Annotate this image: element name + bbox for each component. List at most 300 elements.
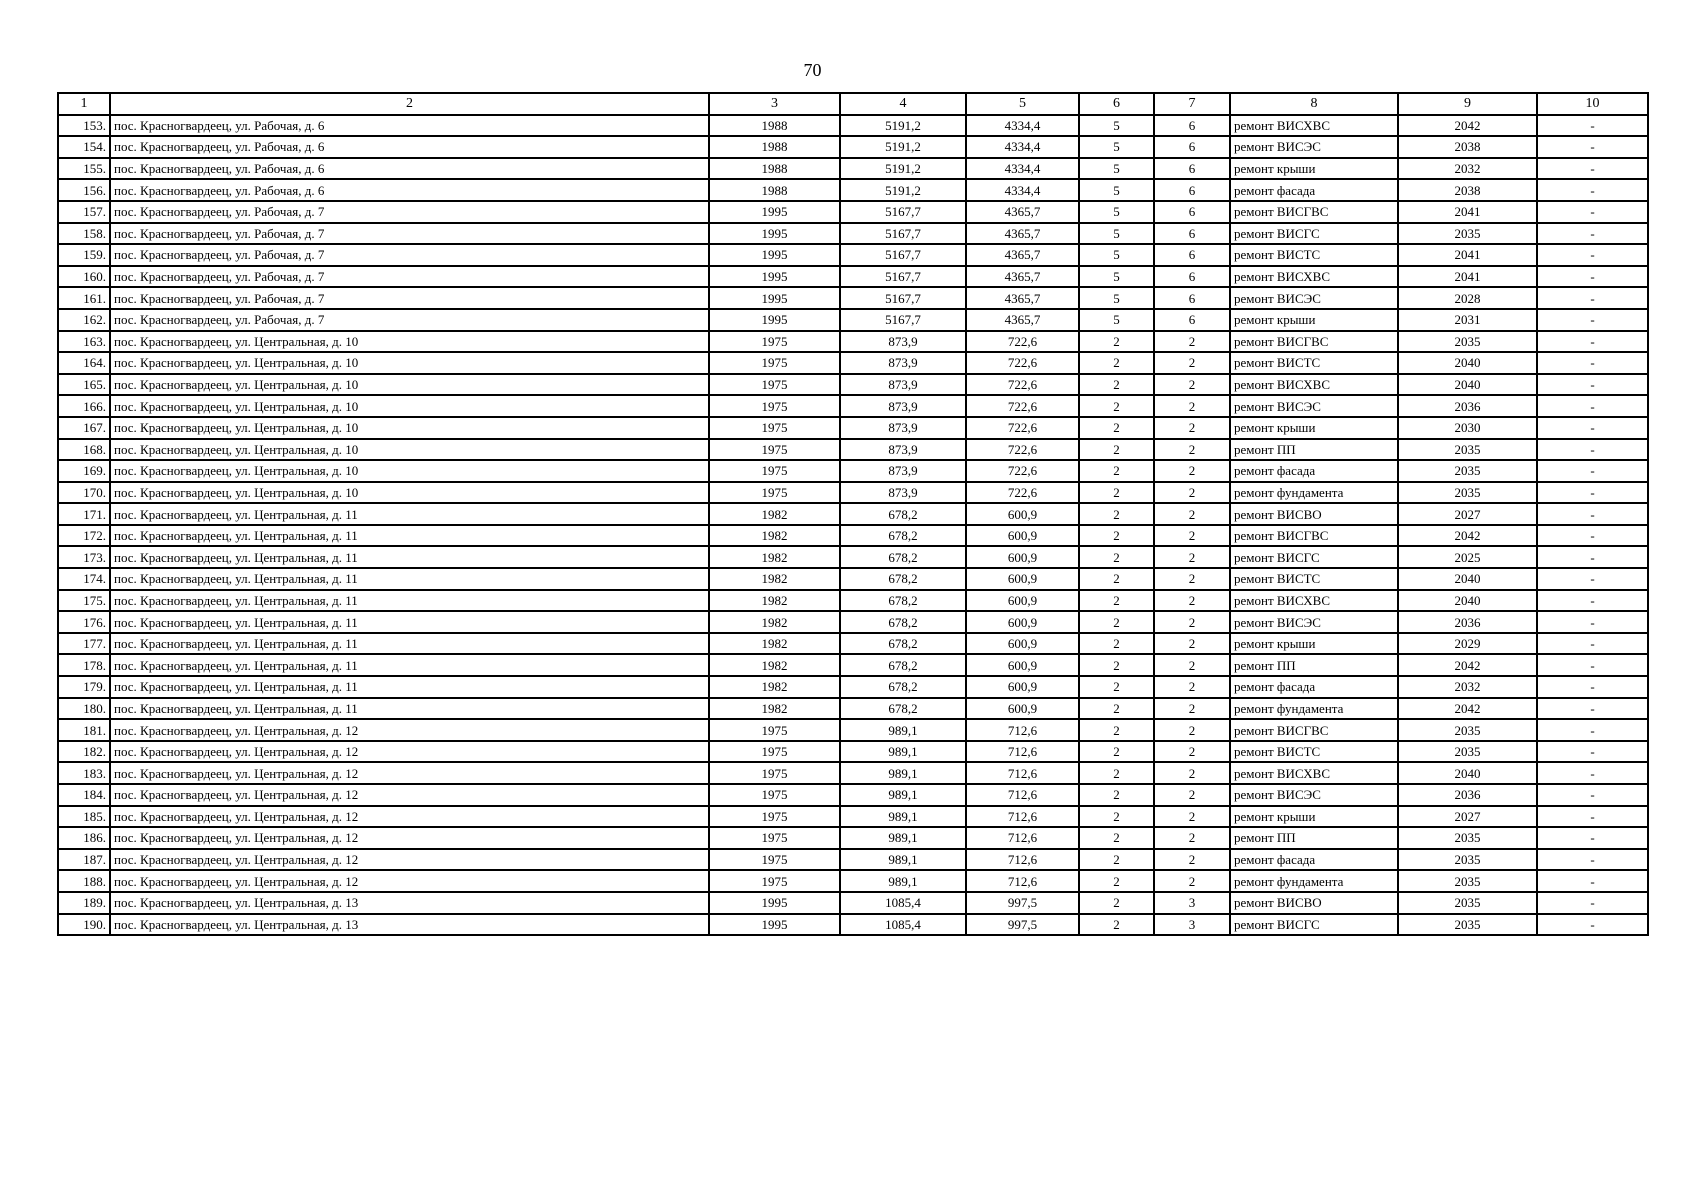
construction-year-cell: 1975 (709, 352, 840, 374)
note-cell: - (1537, 633, 1648, 655)
residential-area-cell: 712,6 (966, 784, 1079, 806)
total-area-cell: 873,9 (840, 417, 966, 439)
entrances-cell: 2 (1154, 806, 1230, 828)
floors-cell: 5 (1079, 309, 1154, 331)
row-number-cell: 155. (58, 158, 110, 180)
planned-year-cell: 2040 (1398, 568, 1537, 590)
residential-area-cell: 4334,4 (966, 136, 1079, 158)
total-area-cell: 678,2 (840, 546, 966, 568)
table-row (58, 395, 1648, 417)
row-number-cell: 175. (58, 590, 110, 612)
total-area-cell: 989,1 (840, 827, 966, 849)
address-cell: пос. Красногвардеец, ул. Рабочая, д. 7 (110, 223, 709, 245)
row-number-cell: 156. (58, 179, 110, 201)
repair-type-cell: ремонт ВИСЭС (1230, 136, 1398, 158)
note-cell: - (1537, 244, 1648, 266)
table-row (58, 482, 1648, 504)
construction-year-cell: 1975 (709, 741, 840, 763)
entrances-cell: 2 (1154, 611, 1230, 633)
floors-cell: 2 (1079, 892, 1154, 914)
floors-cell: 2 (1079, 654, 1154, 676)
table-row (58, 201, 1648, 223)
entrances-cell: 2 (1154, 849, 1230, 871)
repair-type-cell: ремонт ВИСХВС (1230, 590, 1398, 612)
table-row (58, 223, 1648, 245)
total-area-cell: 989,1 (840, 762, 966, 784)
residential-area-cell: 712,6 (966, 806, 1079, 828)
total-area-cell: 5167,7 (840, 309, 966, 331)
column-number-header-row (58, 93, 1648, 115)
construction-year-cell: 1995 (709, 309, 840, 331)
column-header: 1 (58, 93, 110, 115)
table-row (58, 762, 1648, 784)
construction-year-cell: 1975 (709, 395, 840, 417)
residential-area-cell: 4365,7 (966, 223, 1079, 245)
table-row (58, 179, 1648, 201)
note-cell: - (1537, 201, 1648, 223)
total-area-cell: 5167,7 (840, 201, 966, 223)
row-number-cell: 186. (58, 827, 110, 849)
row-number-cell: 180. (58, 698, 110, 720)
residential-area-cell: 712,6 (966, 762, 1079, 784)
residential-area-cell: 4365,7 (966, 266, 1079, 288)
note-cell: - (1537, 136, 1648, 158)
repair-type-cell: ремонт ВИСЭС (1230, 611, 1398, 633)
address-cell: пос. Красногвардеец, ул. Центральная, д. 10 (110, 417, 709, 439)
planned-year-cell: 2035 (1398, 719, 1537, 741)
floors-cell: 2 (1079, 784, 1154, 806)
repair-type-cell: ремонт крыши (1230, 417, 1398, 439)
planned-year-cell: 2035 (1398, 223, 1537, 245)
construction-year-cell: 1975 (709, 784, 840, 806)
total-area-cell: 678,2 (840, 503, 966, 525)
repair-type-cell: ремонт фасада (1230, 179, 1398, 201)
note-cell: - (1537, 698, 1648, 720)
table-row (58, 115, 1648, 137)
construction-year-cell: 1995 (709, 914, 840, 936)
total-area-cell: 678,2 (840, 590, 966, 612)
repair-type-cell: ремонт ПП (1230, 827, 1398, 849)
address-cell: пос. Красногвардеец, ул. Центральная, д. 11 (110, 590, 709, 612)
total-area-cell: 873,9 (840, 395, 966, 417)
address-cell: пос. Красногвардеец, ул. Рабочая, д. 6 (110, 136, 709, 158)
residential-area-cell: 600,9 (966, 546, 1079, 568)
table-row (58, 633, 1648, 655)
row-number-cell: 167. (58, 417, 110, 439)
planned-year-cell: 2028 (1398, 287, 1537, 309)
row-number-cell: 171. (58, 503, 110, 525)
table-row (58, 741, 1648, 763)
residential-area-cell: 600,9 (966, 654, 1079, 676)
construction-year-cell: 1982 (709, 654, 840, 676)
note-cell: - (1537, 870, 1648, 892)
planned-year-cell: 2036 (1398, 395, 1537, 417)
construction-year-cell: 1975 (709, 331, 840, 353)
entrances-cell: 2 (1154, 525, 1230, 547)
address-cell: пос. Красногвардеец, ул. Центральная, д. 10 (110, 482, 709, 504)
planned-year-cell: 2035 (1398, 870, 1537, 892)
note-cell: - (1537, 654, 1648, 676)
total-area-cell: 5191,2 (840, 115, 966, 137)
construction-year-cell: 1995 (709, 266, 840, 288)
planned-year-cell: 2035 (1398, 849, 1537, 871)
note-cell: - (1537, 525, 1648, 547)
construction-year-cell: 1982 (709, 611, 840, 633)
floors-cell: 2 (1079, 525, 1154, 547)
row-number-cell: 185. (58, 806, 110, 828)
floors-cell: 2 (1079, 482, 1154, 504)
planned-year-cell: 2038 (1398, 136, 1537, 158)
entrances-cell: 6 (1154, 158, 1230, 180)
planned-year-cell: 2035 (1398, 741, 1537, 763)
residential-area-cell: 600,9 (966, 698, 1079, 720)
total-area-cell: 989,1 (840, 741, 966, 763)
page-number-text: 70 (803, 60, 822, 80)
planned-year-cell: 2035 (1398, 914, 1537, 936)
residential-area-cell: 600,9 (966, 611, 1079, 633)
address-cell: пос. Красногвардеец, ул. Центральная, д. 10 (110, 374, 709, 396)
note-cell: - (1537, 590, 1648, 612)
table-row (58, 914, 1648, 936)
row-number-cell: 189. (58, 892, 110, 914)
table-row (58, 374, 1648, 396)
address-cell: пос. Красногвардеец, ул. Рабочая, д. 7 (110, 201, 709, 223)
construction-year-cell: 1995 (709, 223, 840, 245)
floors-cell: 5 (1079, 158, 1154, 180)
row-number-cell: 169. (58, 460, 110, 482)
note-cell: - (1537, 309, 1648, 331)
table-row (58, 503, 1648, 525)
construction-year-cell: 1982 (709, 590, 840, 612)
floors-cell: 2 (1079, 590, 1154, 612)
address-cell: пос. Красногвардеец, ул. Центральная, д. 11 (110, 611, 709, 633)
repair-type-cell: ремонт крыши (1230, 633, 1398, 655)
table-row (58, 136, 1648, 158)
floors-cell: 2 (1079, 914, 1154, 936)
row-number-cell: 164. (58, 352, 110, 374)
planned-year-cell: 2040 (1398, 352, 1537, 374)
floors-cell: 2 (1079, 698, 1154, 720)
address-cell: пос. Красногвардеец, ул. Центральная, д. 12 (110, 870, 709, 892)
entrances-cell: 2 (1154, 654, 1230, 676)
address-cell: пос. Красногвардеец, ул. Центральная, д. 11 (110, 503, 709, 525)
planned-year-cell: 2035 (1398, 439, 1537, 461)
total-area-cell: 873,9 (840, 374, 966, 396)
entrances-cell: 2 (1154, 827, 1230, 849)
row-number-cell: 183. (58, 762, 110, 784)
construction-year-cell: 1975 (709, 762, 840, 784)
entrances-cell: 3 (1154, 914, 1230, 936)
entrances-cell: 2 (1154, 503, 1230, 525)
total-area-cell: 678,2 (840, 568, 966, 590)
construction-year-cell: 1988 (709, 158, 840, 180)
repair-type-cell: ремонт ВИСГВС (1230, 525, 1398, 547)
total-area-cell: 989,1 (840, 784, 966, 806)
table-row (58, 331, 1648, 353)
floors-cell: 2 (1079, 417, 1154, 439)
planned-year-cell: 2042 (1398, 698, 1537, 720)
total-area-cell: 873,9 (840, 439, 966, 461)
row-number-cell: 161. (58, 287, 110, 309)
address-cell: пос. Красногвардеец, ул. Центральная, д. 10 (110, 395, 709, 417)
address-cell: пос. Красногвардеец, ул. Рабочая, д. 7 (110, 266, 709, 288)
planned-year-cell: 2041 (1398, 201, 1537, 223)
note-cell: - (1537, 115, 1648, 137)
row-number-cell: 179. (58, 676, 110, 698)
address-cell: пос. Красногвардеец, ул. Центральная, д. 11 (110, 568, 709, 590)
repair-type-cell: ремонт ВИСГВС (1230, 201, 1398, 223)
address-cell: пос. Красногвардеец, ул. Рабочая, д. 6 (110, 115, 709, 137)
floors-cell: 5 (1079, 244, 1154, 266)
entrances-cell: 2 (1154, 676, 1230, 698)
planned-year-cell: 2042 (1398, 525, 1537, 547)
repair-type-cell: ремонт ВИСГВС (1230, 331, 1398, 353)
table-row (58, 352, 1648, 374)
planned-year-cell: 2035 (1398, 892, 1537, 914)
row-number-cell: 188. (58, 870, 110, 892)
note-cell: - (1537, 331, 1648, 353)
planned-year-cell: 2035 (1398, 827, 1537, 849)
construction-year-cell: 1982 (709, 676, 840, 698)
repair-type-cell: ремонт фундамента (1230, 482, 1398, 504)
repair-type-cell: ремонт ВИСТС (1230, 568, 1398, 590)
entrances-cell: 2 (1154, 762, 1230, 784)
entrances-cell: 2 (1154, 417, 1230, 439)
table-body (58, 115, 1648, 936)
repair-type-cell: ремонт фасада (1230, 676, 1398, 698)
note-cell: - (1537, 892, 1648, 914)
entrances-cell: 2 (1154, 546, 1230, 568)
repair-type-cell: ремонт ВИСЭС (1230, 784, 1398, 806)
address-cell: пос. Красногвардеец, ул. Центральная, д. 10 (110, 460, 709, 482)
construction-year-cell: 1988 (709, 179, 840, 201)
note-cell: - (1537, 352, 1648, 374)
planned-year-cell: 2041 (1398, 244, 1537, 266)
planned-year-cell: 2042 (1398, 654, 1537, 676)
row-number-cell: 168. (58, 439, 110, 461)
floors-cell: 2 (1079, 849, 1154, 871)
floors-cell: 2 (1079, 395, 1154, 417)
address-cell: пос. Красногвардеец, ул. Центральная, д. 12 (110, 806, 709, 828)
planned-year-cell: 2040 (1398, 590, 1537, 612)
table-row (58, 870, 1648, 892)
planned-year-cell: 2040 (1398, 762, 1537, 784)
total-area-cell: 678,2 (840, 525, 966, 547)
column-header: 5 (966, 93, 1079, 115)
floors-cell: 2 (1079, 676, 1154, 698)
entrances-cell: 6 (1154, 244, 1230, 266)
column-header: 7 (1154, 93, 1230, 115)
repair-type-cell: ремонт ВИСЭС (1230, 395, 1398, 417)
column-header: 2 (110, 93, 709, 115)
floors-cell: 5 (1079, 287, 1154, 309)
address-cell: пос. Красногвардеец, ул. Центральная, д. 12 (110, 849, 709, 871)
note-cell: - (1537, 287, 1648, 309)
address-cell: пос. Красногвардеец, ул. Центральная, д. 12 (110, 719, 709, 741)
entrances-cell: 6 (1154, 309, 1230, 331)
repair-type-cell: ремонт ВИСХВС (1230, 374, 1398, 396)
construction-year-cell: 1975 (709, 482, 840, 504)
planned-year-cell: 2041 (1398, 266, 1537, 288)
repair-type-cell: ремонт ВИСХВС (1230, 266, 1398, 288)
floors-cell: 2 (1079, 762, 1154, 784)
total-area-cell: 5191,2 (840, 158, 966, 180)
table-row (58, 698, 1648, 720)
repair-type-cell: ремонт крыши (1230, 806, 1398, 828)
repair-type-cell: ремонт крыши (1230, 309, 1398, 331)
table-row (58, 417, 1648, 439)
residential-area-cell: 712,6 (966, 870, 1079, 892)
row-number-cell: 165. (58, 374, 110, 396)
capital-repair-table (57, 92, 1649, 936)
column-header: 3 (709, 93, 840, 115)
floors-cell: 2 (1079, 374, 1154, 396)
row-number-cell: 157. (58, 201, 110, 223)
note-cell: - (1537, 676, 1648, 698)
table-row (58, 849, 1648, 871)
note-cell: - (1537, 914, 1648, 936)
construction-year-cell: 1975 (709, 374, 840, 396)
table-row (58, 460, 1648, 482)
floors-cell: 5 (1079, 179, 1154, 201)
entrances-cell: 2 (1154, 698, 1230, 720)
row-number-cell: 176. (58, 611, 110, 633)
floors-cell: 5 (1079, 223, 1154, 245)
planned-year-cell: 2029 (1398, 633, 1537, 655)
entrances-cell: 6 (1154, 201, 1230, 223)
residential-area-cell: 722,6 (966, 374, 1079, 396)
note-cell: - (1537, 417, 1648, 439)
repair-type-cell: ремонт фундамента (1230, 698, 1398, 720)
residential-area-cell: 4365,7 (966, 201, 1079, 223)
residential-area-cell: 4334,4 (966, 158, 1079, 180)
total-area-cell: 678,2 (840, 698, 966, 720)
address-cell: пос. Красногвардеец, ул. Центральная, д. 13 (110, 914, 709, 936)
note-cell: - (1537, 460, 1648, 482)
row-number-cell: 160. (58, 266, 110, 288)
address-cell: пос. Красногвардеец, ул. Центральная, д. 11 (110, 525, 709, 547)
construction-year-cell: 1975 (709, 417, 840, 439)
entrances-cell: 2 (1154, 374, 1230, 396)
planned-year-cell: 2027 (1398, 503, 1537, 525)
row-number-cell: 172. (58, 525, 110, 547)
note-cell: - (1537, 784, 1648, 806)
repair-type-cell: ремонт ВИСГВС (1230, 719, 1398, 741)
floors-cell: 2 (1079, 741, 1154, 763)
total-area-cell: 873,9 (840, 482, 966, 504)
total-area-cell: 5167,7 (840, 223, 966, 245)
page-number (0, 60, 1697, 81)
row-number-cell: 158. (58, 223, 110, 245)
address-cell: пос. Красногвардеец, ул. Центральная, д. 12 (110, 784, 709, 806)
total-area-cell: 989,1 (840, 719, 966, 741)
note-cell: - (1537, 223, 1648, 245)
planned-year-cell: 2027 (1398, 806, 1537, 828)
table-row (58, 892, 1648, 914)
row-number-cell: 190. (58, 914, 110, 936)
total-area-cell: 1085,4 (840, 914, 966, 936)
total-area-cell: 873,9 (840, 352, 966, 374)
entrances-cell: 2 (1154, 633, 1230, 655)
repair-type-cell: ремонт ВИСЭС (1230, 287, 1398, 309)
residential-area-cell: 722,6 (966, 482, 1079, 504)
column-header: 8 (1230, 93, 1398, 115)
construction-year-cell: 1988 (709, 115, 840, 137)
address-cell: пос. Красногвардеец, ул. Центральная, д. 11 (110, 654, 709, 676)
floors-cell: 2 (1079, 611, 1154, 633)
table-row (58, 654, 1648, 676)
row-number-cell: 153. (58, 115, 110, 137)
address-cell: пос. Красногвардеец, ул. Центральная, д. 11 (110, 633, 709, 655)
address-cell: пос. Красногвардеец, ул. Рабочая, д. 6 (110, 179, 709, 201)
floors-cell: 5 (1079, 136, 1154, 158)
total-area-cell: 989,1 (840, 806, 966, 828)
residential-area-cell: 600,9 (966, 676, 1079, 698)
residential-area-cell: 600,9 (966, 568, 1079, 590)
note-cell: - (1537, 179, 1648, 201)
entrances-cell: 2 (1154, 331, 1230, 353)
table-row (58, 611, 1648, 633)
planned-year-cell: 2036 (1398, 784, 1537, 806)
residential-area-cell: 712,6 (966, 827, 1079, 849)
row-number-cell: 187. (58, 849, 110, 871)
repair-type-cell: ремонт ПП (1230, 654, 1398, 676)
address-cell: пос. Красногвардеец, ул. Центральная, д. 10 (110, 352, 709, 374)
note-cell: - (1537, 395, 1648, 417)
residential-area-cell: 600,9 (966, 633, 1079, 655)
row-number-cell: 181. (58, 719, 110, 741)
floors-cell: 5 (1079, 266, 1154, 288)
repair-type-cell: ремонт фасада (1230, 849, 1398, 871)
construction-year-cell: 1982 (709, 633, 840, 655)
repair-type-cell: ремонт ВИСХВС (1230, 762, 1398, 784)
floors-cell: 2 (1079, 352, 1154, 374)
residential-area-cell: 722,6 (966, 439, 1079, 461)
residential-area-cell: 712,6 (966, 719, 1079, 741)
table-row (58, 158, 1648, 180)
repair-type-cell: ремонт ВИСВО (1230, 892, 1398, 914)
row-number-cell: 170. (58, 482, 110, 504)
residential-area-cell: 722,6 (966, 417, 1079, 439)
residential-area-cell: 712,6 (966, 849, 1079, 871)
construction-year-cell: 1975 (709, 439, 840, 461)
floors-cell: 5 (1079, 201, 1154, 223)
entrances-cell: 2 (1154, 460, 1230, 482)
floors-cell: 2 (1079, 827, 1154, 849)
entrances-cell: 2 (1154, 395, 1230, 417)
floors-cell: 2 (1079, 633, 1154, 655)
entrances-cell: 2 (1154, 719, 1230, 741)
planned-year-cell: 2035 (1398, 460, 1537, 482)
total-area-cell: 989,1 (840, 870, 966, 892)
total-area-cell: 5167,7 (840, 266, 966, 288)
total-area-cell: 5167,7 (840, 287, 966, 309)
residential-area-cell: 4365,7 (966, 287, 1079, 309)
total-area-cell: 5167,7 (840, 244, 966, 266)
note-cell: - (1537, 158, 1648, 180)
floors-cell: 2 (1079, 806, 1154, 828)
planned-year-cell: 2035 (1398, 331, 1537, 353)
repair-type-cell: ремонт ВИСТС (1230, 244, 1398, 266)
total-area-cell: 5191,2 (840, 136, 966, 158)
table-row (58, 266, 1648, 288)
construction-year-cell: 1982 (709, 568, 840, 590)
construction-year-cell: 1982 (709, 525, 840, 547)
residential-area-cell: 997,5 (966, 914, 1079, 936)
column-header: 6 (1079, 93, 1154, 115)
total-area-cell: 678,2 (840, 633, 966, 655)
construction-year-cell: 1975 (709, 870, 840, 892)
